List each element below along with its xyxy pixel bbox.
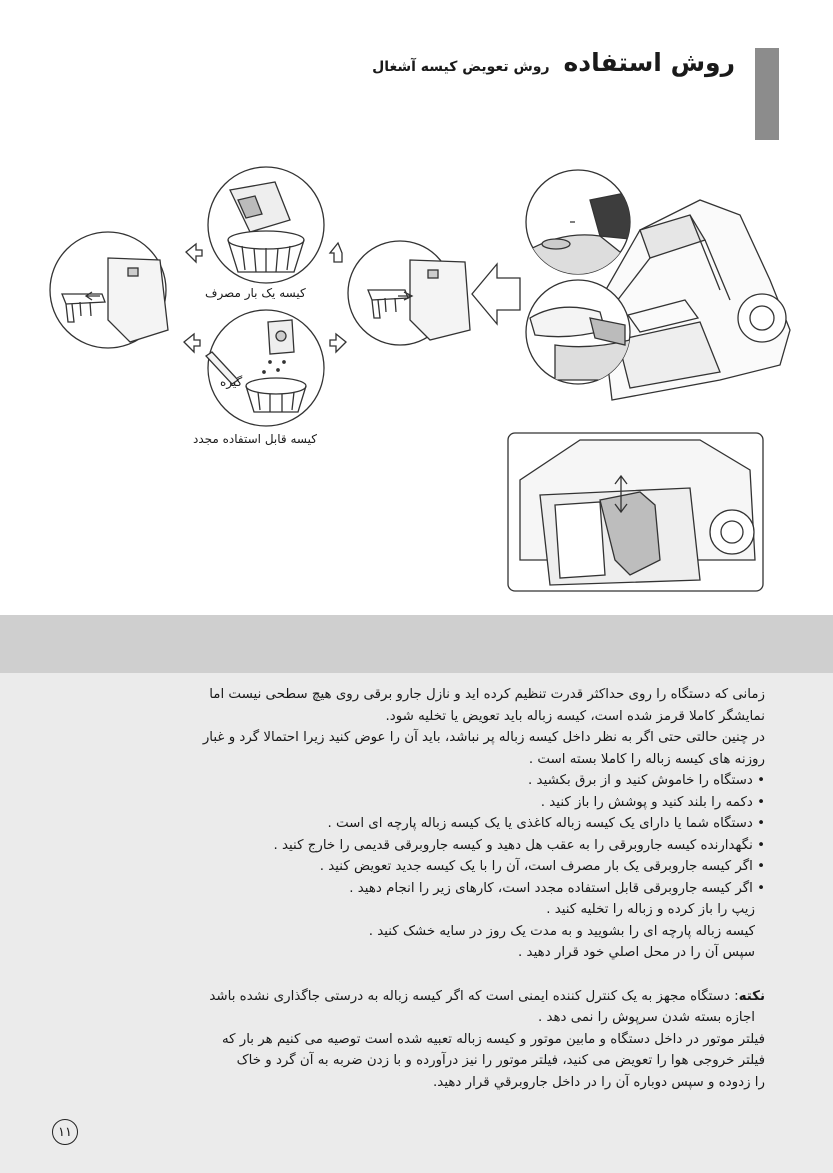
page-subtitle: روش تعویض کیسه آشغال (372, 59, 550, 75)
instructions-text (60, 684, 765, 1093)
note-text: : دستگاه مجهز به یک کنترل کننده ایمنی است که اگر کیسه زباله به درستی جاگذاری نشده باشد (209, 988, 739, 1004)
caption-reusable-bag: کیسه قابل استفاده مجدد (193, 432, 317, 446)
section-band (0, 615, 833, 673)
step-circle-remove-holder (348, 241, 470, 345)
bullet-item: • نگهدارنده کیسه جاروبرقی را به عقب هل دهید و کیسه جاروبرقی قدیمی را خارج کنید . (273, 837, 765, 853)
sub-step: سپس آن را در محل اصلي خود قرار دهید . (518, 945, 755, 960)
caption-clip: گیره (220, 375, 243, 389)
bullet-item: • دکمه را بلند کنید و پوشش را باز کنید . (540, 794, 765, 810)
page-number: ۱۱ (52, 1119, 78, 1145)
flow-arrow-4 (184, 334, 200, 352)
note-label: نکته (738, 988, 765, 1004)
caption-disposable-bag: کیسه یک بار مصرف (205, 286, 306, 300)
flow-arrow-1 (330, 243, 342, 262)
step-circle-insert-holder (50, 232, 168, 348)
page-header (372, 48, 735, 77)
bullet-item: • اگر کیسه جاروبرقی یک بار مصرف است، آن را با یک کیسه جدید تعویض کنید . (319, 859, 765, 874)
step-circle-disposable-bag (208, 167, 324, 283)
note-line-4: فیلتر خروجی هوا را تعویض می کنید، فیلتر موتور را نیز درآورده و با زدن ضربه به آن گرد و خاک (236, 1053, 765, 1068)
note-line-1 (60, 986, 765, 1008)
bullet-item: • اگر کیسه جاروبرقی قابل استفاده مجدد است، کارهای زیر را انجام دهید . (349, 880, 765, 896)
flow-arrow-left (472, 264, 520, 324)
note-line-2: اجازه بسته شدن سرپوش را نمی دهد . (537, 1010, 755, 1025)
body-line-3: در چنین حالتی حتی اگر به نظر داخل کیسه زباله پر نباشد، باید آن را عوض کنید زیرا احتمالا گرد و غبار (202, 730, 765, 745)
flow-arrow-2 (330, 334, 346, 352)
flow-arrow-3 (186, 244, 202, 262)
note-line-3: فیلتر موتور در داخل دستگاه و مابین موتور و کیسه زباله تعبیه شده است توصیه می کنیم هر بار که (221, 1031, 765, 1047)
page-title: روش استفاده (563, 48, 735, 77)
sub-step: کیسه زباله پارچه ای را بشویید و به مدت یک روز در سایه خشک کنید . (368, 923, 755, 939)
bullet-item: • دستگاه را خاموش کنید و از برق بکشید . (528, 773, 765, 788)
sub-step: زیپ را باز کرده و زباله را تخلیه کنید . (546, 902, 755, 917)
body-line-4: روزنه های کیسه زباله را کاملا بسته است . (528, 751, 765, 767)
body-line-2: نمایشگر کاملا قرمز شده است، کیسه زباله باید تعویض یا تخلیه شود. (385, 708, 765, 724)
note-line-5: را زدوده و سپس دوباره آن را در داخل جاروبرقي قرار دهید. (433, 1074, 765, 1090)
bullet-item: • دستگاه شما یا دارای یک کیسه زباله کاغذی یا یک کیسه زباله پارچه ای است . (327, 816, 765, 831)
detail-circle-button (526, 280, 630, 384)
bag-replacement-illustration (0, 160, 833, 600)
section-tab (755, 48, 779, 140)
body-line-1: زمانی که دستگاه را روی حداکثر قدرت تنظیم کرده اید و نازل جارو برقی روی هیچ سطحی نیست اما (209, 687, 765, 702)
bag-holder-detail-frame (508, 433, 763, 591)
